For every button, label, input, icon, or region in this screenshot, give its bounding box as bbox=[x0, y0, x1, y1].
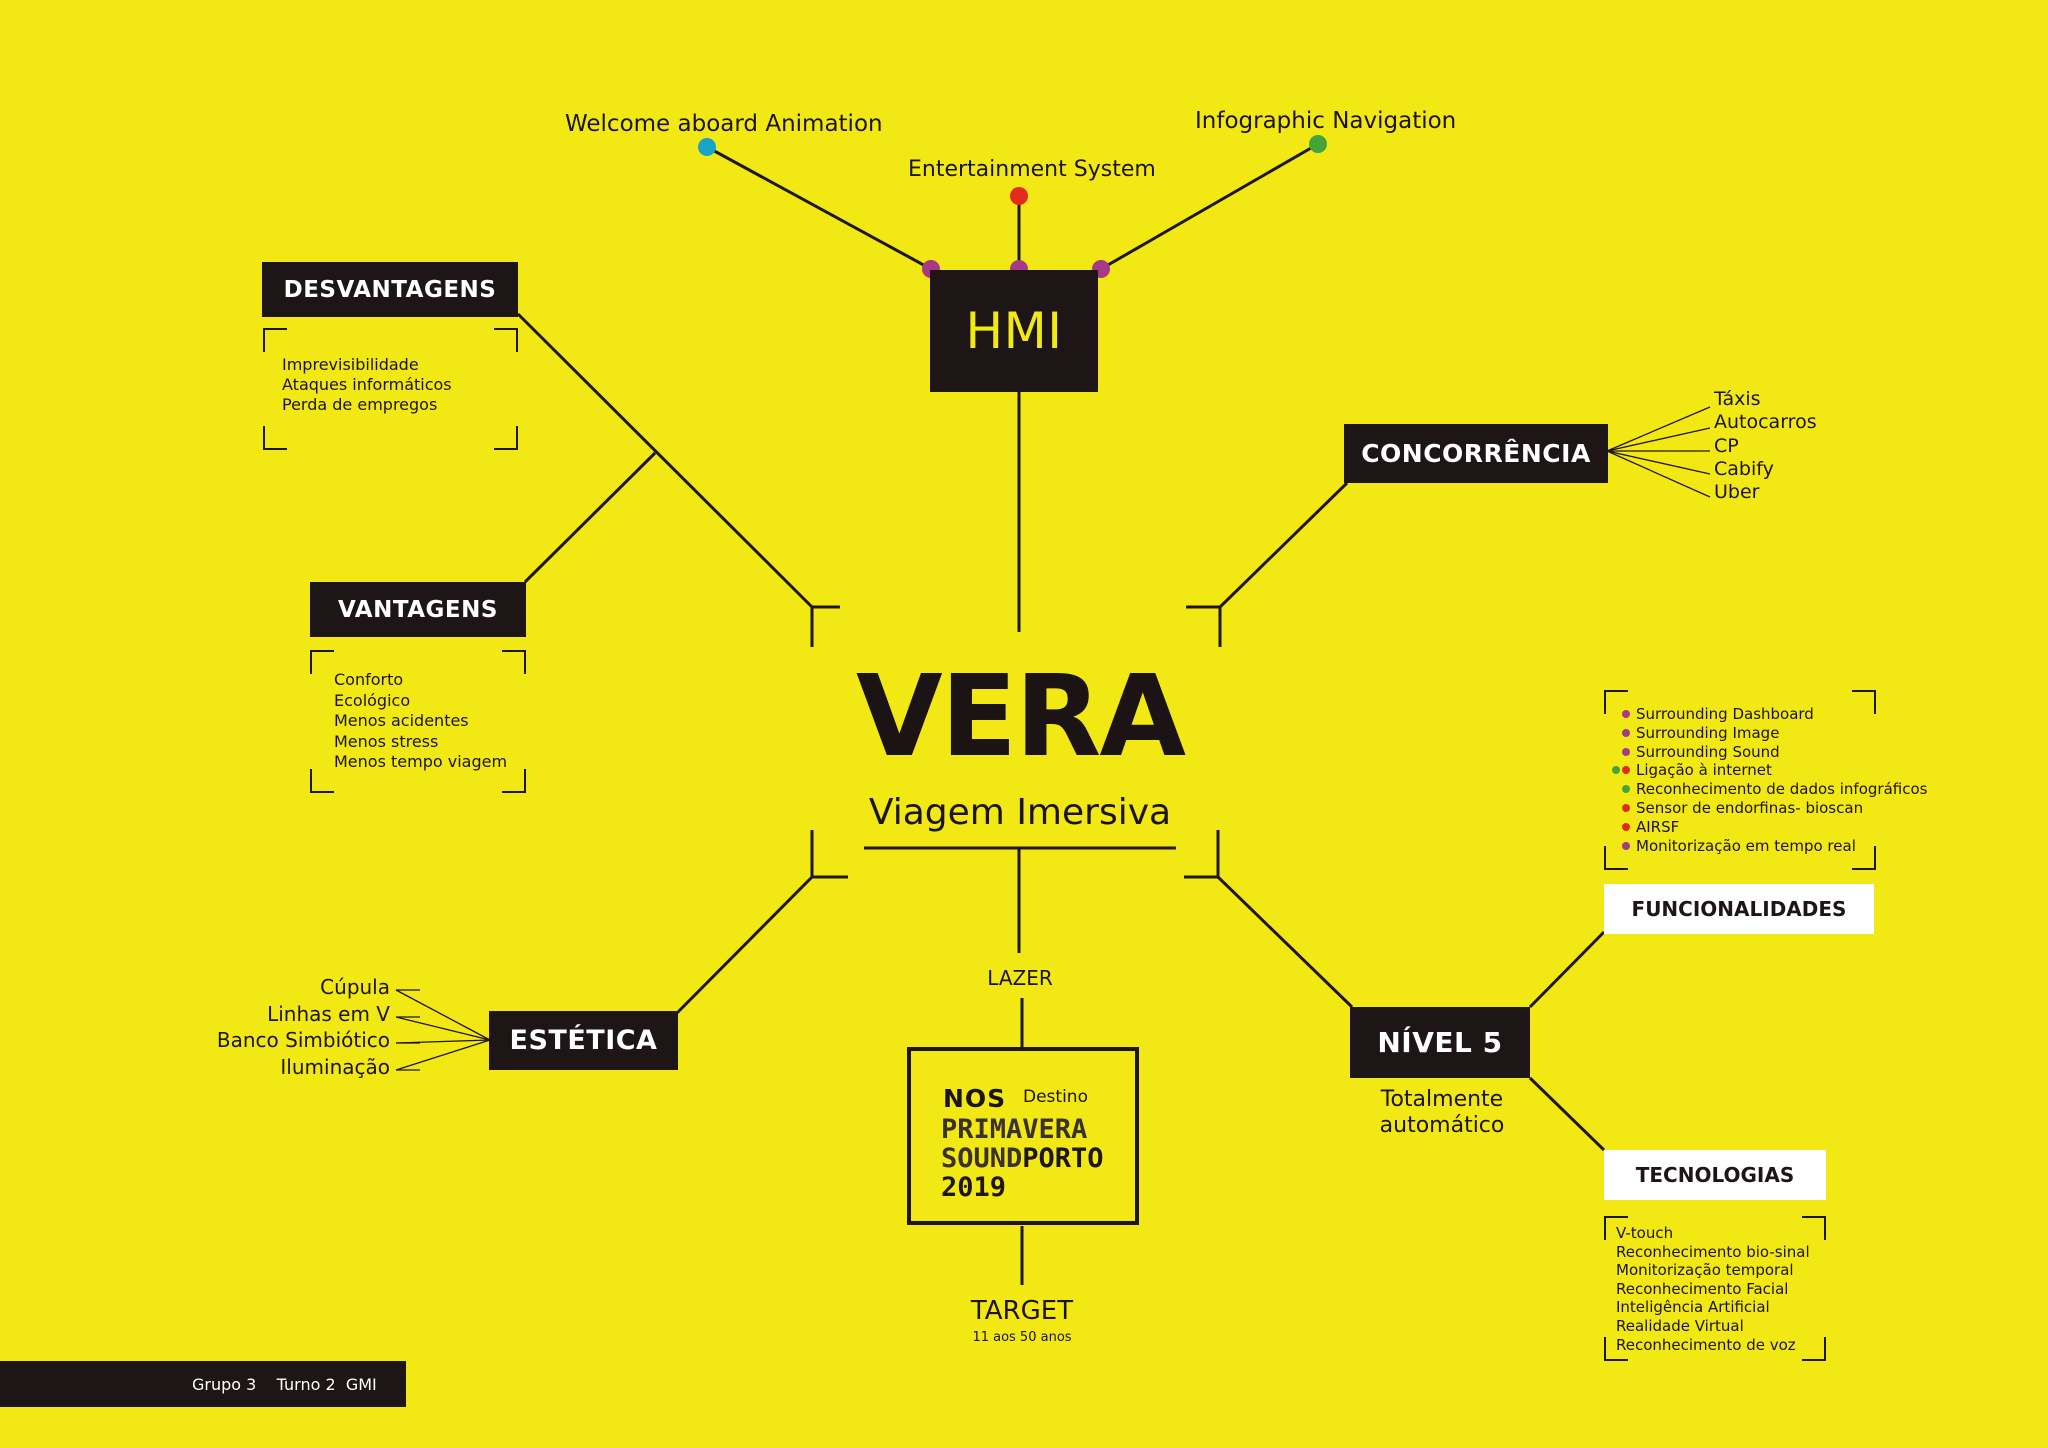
lazer-label: LAZER bbox=[987, 966, 1053, 990]
estetica-list bbox=[200, 974, 390, 1080]
status-dots bbox=[1612, 799, 1636, 818]
event-line2-porto: PORTO bbox=[1022, 1143, 1104, 1174]
list-item: Linhas em V bbox=[267, 1001, 390, 1026]
nivel5-corner bbox=[1184, 830, 1218, 877]
list-item: Reconhecimento de voz bbox=[1616, 1335, 1796, 1354]
list-item: Perda de empregos bbox=[282, 395, 438, 414]
list-item: Ecológico bbox=[334, 690, 411, 710]
feature-dot bbox=[1622, 729, 1630, 737]
list-item: Reconhecimento bio-sinal bbox=[1616, 1242, 1810, 1261]
vantagens-list bbox=[334, 670, 507, 773]
tecnologias-node bbox=[1604, 1150, 1826, 1200]
feature-dot bbox=[1622, 804, 1630, 812]
list-item: Ataques informáticos bbox=[282, 375, 452, 394]
nivel5-caption-line2: automático bbox=[1379, 1113, 1505, 1138]
list-item: Reconhecimento Facial bbox=[1616, 1279, 1789, 1298]
feature-dot bbox=[1622, 766, 1630, 774]
hmi-line-welcome bbox=[707, 147, 931, 269]
list-item: Monitorização temporal bbox=[1616, 1261, 1794, 1280]
event-line2-sound: SOUND bbox=[941, 1143, 1023, 1174]
list-item bbox=[1612, 761, 1927, 780]
concorrencia-line bbox=[1220, 483, 1347, 607]
estetica-label: ESTÉTICA bbox=[509, 1025, 658, 1056]
concorrencia-label: CONCORRÊNCIA bbox=[1361, 439, 1591, 468]
entertainment-dot bbox=[1010, 187, 1028, 205]
desvantagens-corner bbox=[812, 607, 840, 647]
hmi-branch-entertainment-label: Entertainment System bbox=[908, 157, 1156, 182]
desvantagens-label: DESVANTAGENS bbox=[283, 276, 497, 303]
list-item-text: Sensor de endorfinas- bioscan bbox=[1636, 798, 1864, 817]
feature-dot bbox=[1612, 766, 1620, 774]
nos-logo: NOS bbox=[943, 1084, 1007, 1113]
footer-text: Grupo 3 Turno 2 GMI bbox=[192, 1375, 377, 1394]
status-dots bbox=[1612, 743, 1636, 762]
footer-bar bbox=[0, 1361, 406, 1407]
lazer-destination-box bbox=[907, 1047, 1139, 1225]
list-item: Banco Simbiótico bbox=[216, 1028, 390, 1052]
estetica-corner bbox=[812, 830, 848, 877]
list-item-text: Surrounding Image bbox=[1636, 723, 1780, 742]
desvantagens-node bbox=[262, 262, 518, 317]
list-item: Menos acidentes bbox=[334, 711, 469, 730]
feature-dot bbox=[1622, 823, 1630, 831]
list-item: Iluminação bbox=[280, 1054, 390, 1079]
list-item: Cabify bbox=[1714, 457, 1774, 480]
estetica-fan bbox=[396, 990, 490, 1070]
destino-label: Destino bbox=[1023, 1087, 1088, 1107]
target-range: 11 aos 50 anos bbox=[972, 1330, 1072, 1345]
desvantagens-line bbox=[518, 314, 812, 607]
list-item-text: AIRSF bbox=[1636, 817, 1680, 836]
hmi-label: HMI bbox=[965, 302, 1063, 360]
list-item: Menos stress bbox=[334, 731, 439, 751]
list-item-text: Reconhecimento de dados infográficos bbox=[1636, 780, 1928, 799]
feature-dot bbox=[1622, 710, 1630, 718]
status-dots bbox=[1612, 724, 1636, 743]
desvantagens-list bbox=[282, 355, 452, 415]
status-dots bbox=[1612, 761, 1636, 780]
feature-dot bbox=[1622, 785, 1630, 793]
nivel5-caption-line1: Totalmente bbox=[1380, 1087, 1504, 1112]
concorrencia-list bbox=[1714, 388, 1817, 504]
tecnologias-label: TECNOLOGIAS bbox=[1635, 1163, 1795, 1187]
central-subtitle: Viagem Imersiva bbox=[868, 792, 1172, 833]
list-item-text: Surrounding Sound bbox=[1636, 742, 1780, 761]
concorrencia-corner bbox=[1186, 607, 1220, 647]
feature-dot bbox=[1622, 842, 1630, 850]
list-item bbox=[1612, 705, 1927, 724]
concorrencia-fan bbox=[1607, 407, 1710, 497]
vantagens-node bbox=[310, 582, 526, 637]
list-item-text: Monitorização em tempo real bbox=[1636, 836, 1856, 855]
funcionalidades-label: FUNCIONALIDADES bbox=[1631, 897, 1847, 921]
status-dots bbox=[1612, 780, 1636, 799]
feature-dot bbox=[1622, 748, 1630, 756]
list-item: Conforto bbox=[334, 670, 404, 689]
hmi-node bbox=[930, 270, 1098, 392]
list-item bbox=[1612, 743, 1927, 762]
funcionalidades-list bbox=[1612, 705, 1927, 855]
list-item: Cúpula bbox=[320, 975, 390, 999]
list-item: V-touch bbox=[1616, 1224, 1674, 1242]
welcome-dot bbox=[698, 138, 716, 156]
hmi-branch-welcome-label: Welcome aboard Animation bbox=[565, 111, 883, 137]
list-item-text: Ligação à internet bbox=[1636, 761, 1772, 780]
event-name bbox=[941, 1115, 1104, 1202]
list-item: Autocarros bbox=[1714, 411, 1817, 434]
list-item-text: Surrounding Dashboard bbox=[1636, 705, 1814, 723]
list-item bbox=[1612, 837, 1927, 856]
vantagens-label: VANTAGENS bbox=[338, 596, 498, 623]
vantagens-line bbox=[525, 453, 655, 582]
nivel5-caption bbox=[1352, 1087, 1532, 1139]
estetica-node bbox=[489, 1011, 678, 1070]
estetica-line bbox=[677, 877, 812, 1013]
event-year: 2019 bbox=[941, 1172, 1007, 1203]
nivel5-node bbox=[1350, 1007, 1530, 1078]
nivel5-line bbox=[1218, 877, 1352, 1007]
list-item: Imprevisibilidade bbox=[282, 355, 419, 374]
list-item bbox=[1612, 724, 1927, 743]
funcionalidades-node bbox=[1604, 884, 1874, 934]
list-item: Táxis bbox=[1714, 388, 1761, 410]
nivel5-label: NÍVEL 5 bbox=[1377, 1026, 1503, 1059]
hmi-branch-infographic-label: Infographic Navigation bbox=[1195, 108, 1457, 134]
list-item bbox=[1612, 780, 1927, 799]
list-item bbox=[1612, 799, 1927, 818]
event-line1: PRIMAVERA bbox=[941, 1114, 1088, 1145]
status-dots bbox=[1612, 818, 1636, 837]
list-item: Menos tempo viagem bbox=[334, 752, 508, 771]
list-item: CP bbox=[1714, 434, 1739, 457]
list-item: Inteligência Artificial bbox=[1616, 1298, 1770, 1317]
infographic-dot bbox=[1309, 135, 1327, 153]
status-dots bbox=[1612, 705, 1636, 724]
tecnologias-list bbox=[1616, 1224, 1810, 1354]
central-title: VERA bbox=[855, 652, 1185, 782]
concorrencia-node bbox=[1344, 424, 1608, 483]
funcionalidades-line bbox=[1530, 932, 1604, 1007]
target-label: TARGET bbox=[970, 1296, 1074, 1326]
tecnologias-line bbox=[1530, 1078, 1604, 1150]
list-item bbox=[1612, 818, 1927, 837]
event-line2 bbox=[941, 1144, 1104, 1173]
list-item: Uber bbox=[1714, 481, 1760, 504]
list-item: Realidade Virtual bbox=[1616, 1316, 1744, 1335]
status-dots bbox=[1612, 837, 1636, 856]
